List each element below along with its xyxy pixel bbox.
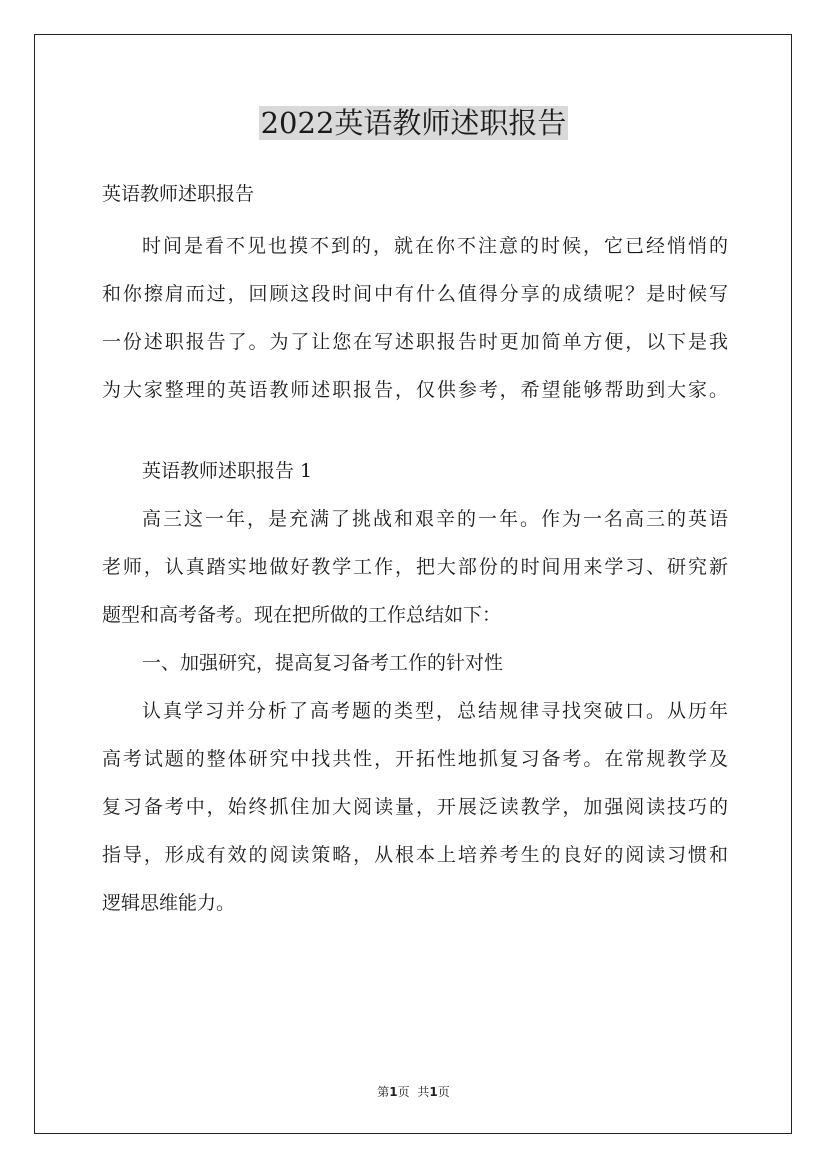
document-title-text: 2022英语教师述职报告 [260, 106, 567, 140]
paragraph-line: 高考试题的整体研究中找共性，开拓性地抓复习备考。在常规教学及 [102, 748, 728, 770]
point-heading: 一、加强研究，提高复习备考工作的针对性 [142, 652, 504, 674]
paragraph-line: 认真学习并分析了高考题的类型，总结规律寻找突破口。从历年 [142, 700, 728, 722]
paragraph-line: 逻辑思维能力。 [102, 892, 236, 914]
page-suffix: 页 [397, 1085, 410, 1099]
document-subtitle: 英语教师述职报告 [102, 183, 255, 205]
page-number: 1 [389, 1085, 398, 1099]
total-prefix: 共 [417, 1085, 430, 1099]
page-prefix: 第 [377, 1085, 390, 1099]
total-suffix: 页 [437, 1085, 450, 1099]
paragraph-line: 和你擦肩而过，回顾这段时间中有什么值得分享的成绩呢？是时候写 [102, 283, 728, 305]
total-number: 1 [429, 1085, 438, 1099]
paragraph-2 [102, 691, 728, 923]
intro-paragraph [102, 226, 728, 410]
paragraph-line: 题型和高考备考。现在把所做的工作总结如下： [102, 604, 502, 626]
paragraph-line: 为大家整理的英语教师述职报告，仅供参考，希望能够帮助到大家。 [102, 379, 728, 401]
document-body [102, 174, 728, 923]
document-title [0, 102, 827, 144]
paragraph-line: 高三这一年，是充满了挑战和艰辛的一年。作为一名高三的英语 [142, 508, 728, 530]
page-footer [0, 1083, 827, 1100]
paragraph-line: 复习备考中，始终抓住加大阅读量，开展泛读教学，加强阅读技巧的 [102, 796, 728, 818]
paragraph-line: 老师，认真踏实地做好教学工作，把大部份的时间用来学习、研究新 [102, 556, 728, 578]
section-heading: 英语教师述职报告 1 [142, 460, 313, 482]
paragraph-line: 指导，形成有效的阅读策略，从根本上培养考生的良好的阅读习惯和 [102, 844, 728, 866]
paragraph-line: 时间是看不见也摸不到的，就在你不注意的时候，它已经悄悄的 [142, 235, 728, 257]
paragraph-1 [102, 499, 728, 635]
paragraph-line: 一份述职报告了。为了让您在写述职报告时更加简单方便，以下是我 [102, 331, 728, 353]
